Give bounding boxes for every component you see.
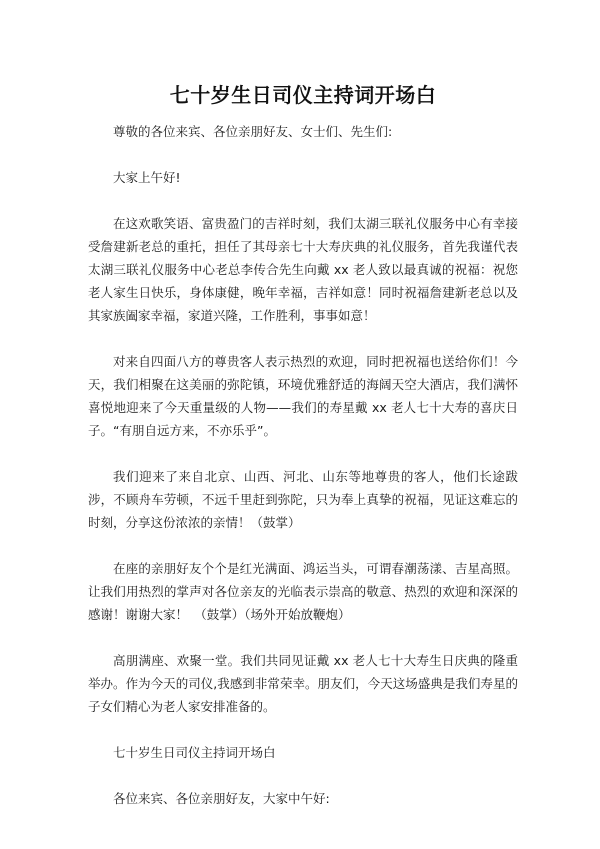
paragraph-ceremony: 高朋满座、欢聚一堂。我们共同见证戴 xx 老人七十大寿生日庆典的隆重举办。作为今天的司仪,我感到非常荣幸。朋友们，今天这场盛典是我们寿星的子女们精心为老人家安排准备的。 xyxy=(88,653,518,714)
paragraph-noon-greeting: 各位来宾、各位亲朋好友，大家中午好: xyxy=(113,791,330,806)
paragraph-applause: 在座的亲朋好友个个是红光满面、鸿运当头，可谓春潮荡漾、吉星高照。让我们用热烈的掌声对各位亲友的光临表示崇高的敬意、热烈的欢迎和深深的感谢！谢谢大家！ （鼓掌）（场外开始放鞭炮） xyxy=(88,561,518,622)
paragraph-subtitle: 七十岁生日司仪主持词开场白 xyxy=(113,745,276,760)
paragraph-good-morning: 大家上午好! xyxy=(113,170,181,185)
document-title: 七十岁生日司仪主持词开场白 xyxy=(169,83,437,107)
paragraph-guests: 我们迎来了来自北京、山西、河北、山东等地尊贵的客人，他们长途跋涉，不顾舟车劳顿，不远千里赶到弥陀，只为奉上真挚的祝福，见证这难忘的时刻，分享这份浓浓的亲情！（鼓掌） xyxy=(88,469,518,530)
paragraph-welcome: 对来自四面八方的尊贵客人表示热烈的欢迎，同时把祝福也送给你们！今天，我们相聚在这美丽的弥陀镇，环境优雅舒适的海阔天空大酒店，我们满怀喜悦地迎来了今天重量级的人物——我们的寿星戴 xx 老人七十大寿的喜庆日子。“有朋自远方来，不亦乐乎”。 xyxy=(88,354,518,438)
paragraph-greeting: 尊敬的各位来宾、各位亲朋好友、女士们、先生们: xyxy=(113,124,393,139)
paragraph-blessing: 在这欢歌笑语、富贵盈门的吉祥时刻，我们太湖三联礼仪服务中心有幸接受詹建新老总的重托，担任了其母亲七十大寿庆典的礼仪服务，首先我谨代表太湖三联礼仪服务中心老总李传合先生向戴 xx 老人致以最真诚的祝福：祝您老人家生日快乐，身体康健，晚年幸福，吉祥如意！同时祝福詹建新老总以及其家族阖家幸福，家道兴隆，工作胜利，事事如意！ xyxy=(88,216,518,323)
